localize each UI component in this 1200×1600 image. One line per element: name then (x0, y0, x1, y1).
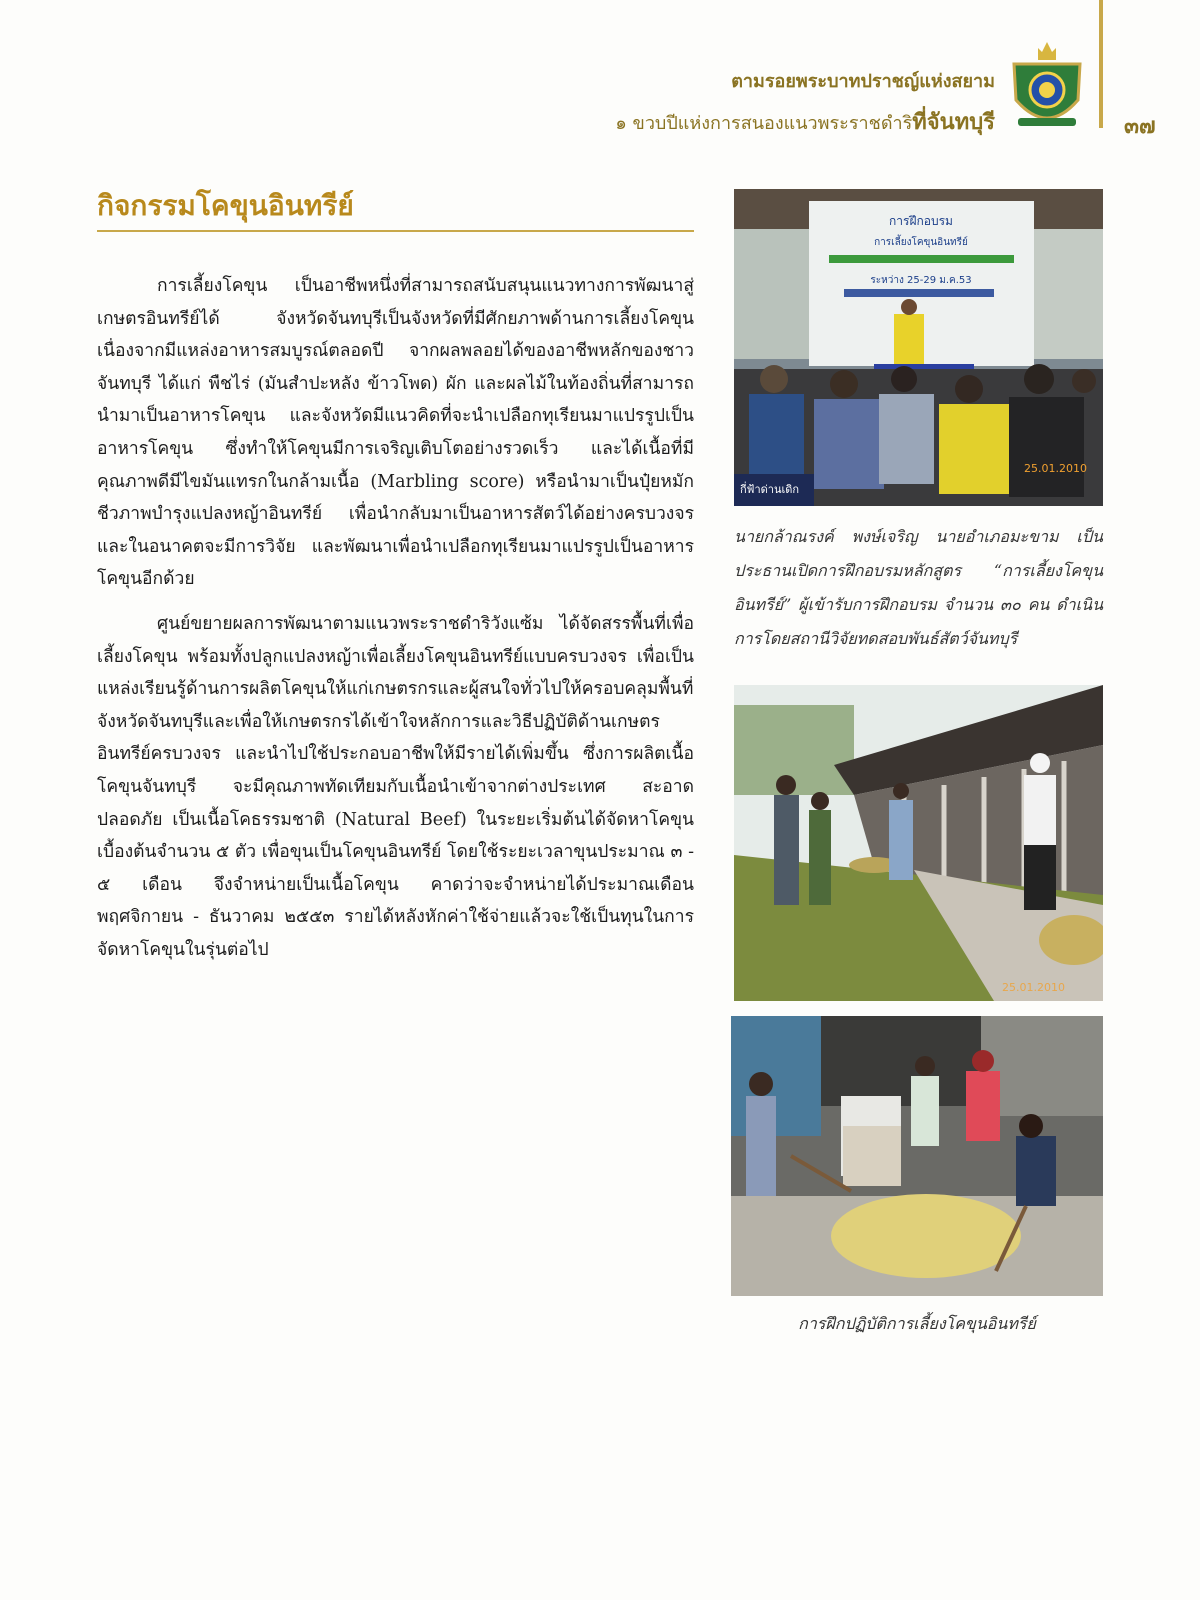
caption-photo-3: การฝึกปฏิบัติการเลี้ยงโคขุนอินทรีย์ (798, 1314, 1036, 1333)
body-paragraph-1: การเลี้ยงโคขุน เป็นอาชีพหนึ่งที่สามารถสนับสนุนแนวทางการพัฒนาสู่เกษตรอินทรีย์ได้ จังหวัดจันทบุรีเป็นจังหวัดที่มีศักยภาพด้านการเลี้ยงโคขุน เนื่องจากมีแหล่งอาหารสมบูรณ์ตลอดปี จากผลพลอยได้ของอาชีพหลักของชาวจันทบุรี ได้แก่ พืชไร่ (มันสำปะหลัง ข้าวโพด) ผัก และผลไม้ในท้องถิ่นที่สามารถนำมาเป็นอาหารโคขุน และจังหวัดมีแนวคิดที่จะนำเปลือกทุเรียนมาแปรรูปเป็นอาหารโคขุน ซึ่งทำให้โคขุนมีการเจริญเติบโตอย่างรวดเร็ว และได้เนื้อที่มีคุณภาพดีมีไขมันแทรกในกล้ามเนื้อ (Marbling score) หรือนำมาเป็นปุ๋ยหมักชีวภาพบำรุงแปลงหญ้าอินทรีย์ เพื่อนำกลับมาเป็นอาหารสัตว์ได้อย่างครบวงจร และในอนาคตจะมีการวิจัย และพัฒนาเพื่อนำเปลือกทุเรียนมาแปรรูปเป็นอาหารโคขุนอีกด้วย (97, 276, 694, 590)
photo-training-meeting (734, 189, 1103, 506)
banner-line-2: การเลี้ยงโคขุนอินทรีย์ (874, 237, 968, 248)
page-number: ๓๗ (1124, 114, 1156, 139)
photo-feed-mixing (731, 1016, 1103, 1296)
photo1-date-stamp: 25.01.2010 (1024, 462, 1087, 475)
header-rule (1099, 0, 1103, 128)
banner-line-3: ระหว่าง 25-29 ม.ค.53 (870, 275, 972, 286)
body-paragraph-2: ศูนย์ขยายผลการพัฒนาตามแนวพระราชดำริวังแซ้ม ได้จัดสรรพื้นที่เพื่อเลี้ยงโคขุน พร้อมทั้งปลูกแปลงหญ้าเพื่อเลี้ยงโคขุนอินทรีย์แบบครบวงจร เพื่อเป็นแหล่งเรียนรู้ด้านการผลิตโคขุนให้แก่เกษตรกรและผู้สนใจทั่วไปให้ครอบคลุมพื้นที่จังหวัดจันทบุรีและเพื่อให้เกษตรกรได้เข้าใจหลักการและวิธีปฏิบัติด้านเกษตรอินทรีย์ครบวงจร และนำไปใช้ประกอบอาชีพให้มีรายได้เพิ่มขึ้น ซึ่งการผลิตเนื้อโคขุนจันทบุรี จะมีคุณภาพทัดเทียมกับเนื้อนำเข้าจากต่างประเทศ สะอาด ปลอดภัย เป็นเนื้อโคธรรมชาติ (Natural Beef) ในระยะเริ่มต้นได้จัดหาโคขุนเบื้องต้นจำนวน ๕ ตัว เพื่อขุนเป็นโคขุนอินทรีย์ โดยใช้ระยะเวลาขุนประมาณ ๓ - ๕ เดือน จึงจำหน่ายเป็นเนื้อโคขุน คาดว่าจะจำหน่ายได้ประมาณเดือน พฤศจิกายน - ธันวาคม ๒๕๕๓ รายได้หลังหักค่าใช้จ่ายแล้วจะใช้เป็นทุนในการจัดหาโคขุนในรุ่นต่อไป (97, 613, 694, 960)
caption-photo-1: นายกล้าณรงค์ พงษ์เจริญ นายอำเภอมะขาม เป็นประธานเปิดการฝึกอบรมหลักสูตร “การเลี้ยงโคขุนอินทรีย์” ผู้เข้ารับการฝึกอบรม จำนวน ๓๐ คน ดำเนินการโดยสถานีวิจัยทดสอบพันธ์สัตว์จันทบุรี (734, 527, 1103, 648)
photo1-sign: กี่ฟ้าด่านเดิก (740, 483, 800, 496)
article-body (97, 270, 694, 966)
header-subtitle (615, 104, 995, 139)
header-title: ตามรอยพระบาทปราชญ์แห่งสยาม (731, 71, 995, 92)
emblem-logo (1008, 38, 1086, 136)
header-subtitle-emphasis: ที่จันทบุรี (912, 110, 995, 135)
photo2-date-stamp: 25.01.2010 (1002, 981, 1065, 994)
title-underline (97, 230, 694, 232)
header-subtitle-prefix: ๑ ขวบปีแห่งการสนองแนวพระราชดำริ (615, 113, 913, 134)
section-title: กิจกรรมโคขุนอินทรีย์ (97, 189, 354, 222)
photo-cattle-barn (734, 685, 1103, 1001)
banner-line-1: การฝึกอบรม (889, 214, 953, 228)
